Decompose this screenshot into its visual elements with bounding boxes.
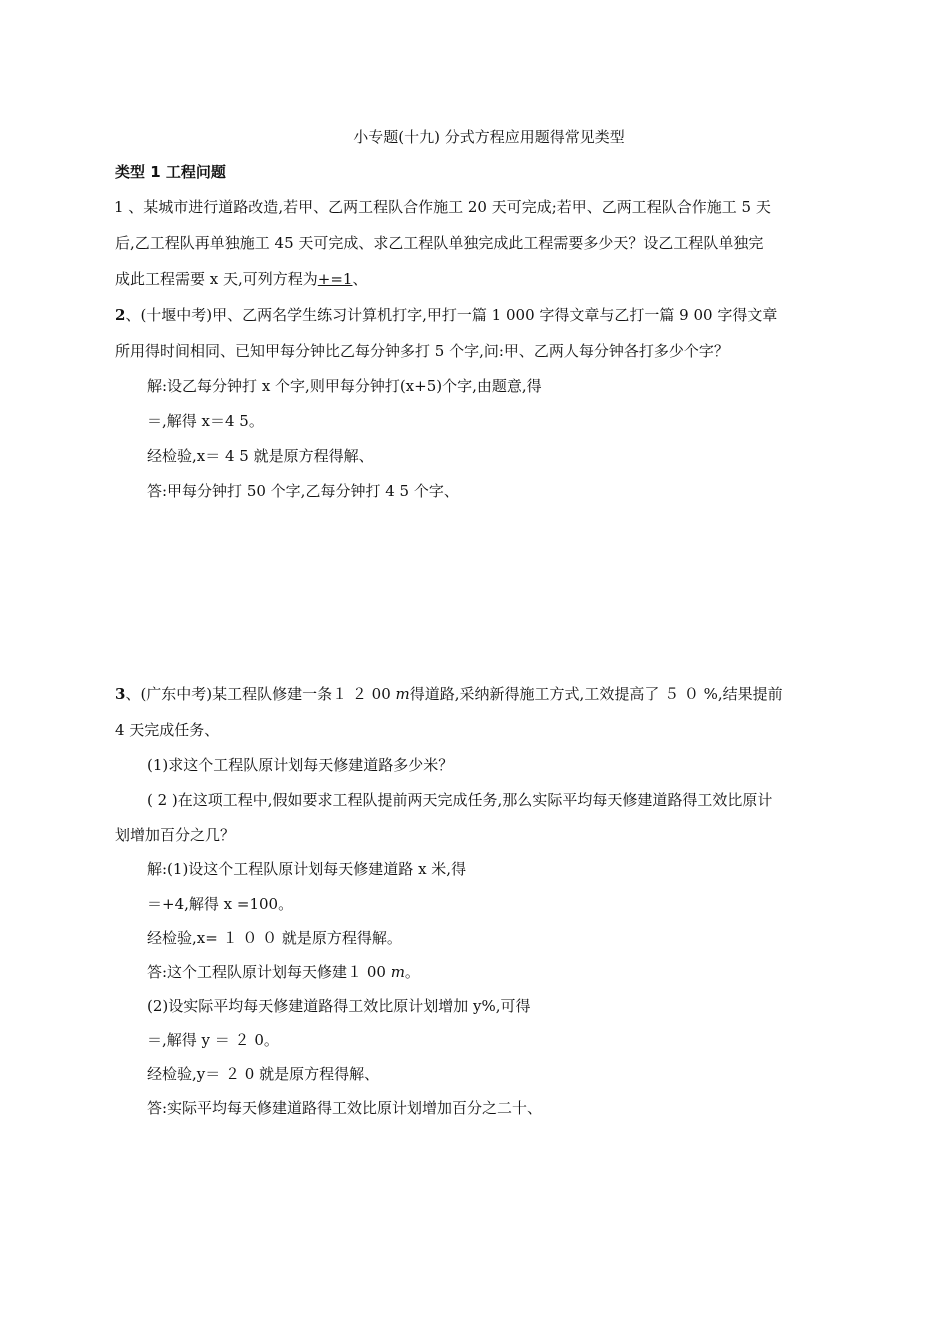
q3-line-2: 4 天完成任务、 [115,721,220,739]
q3-unit: m [395,685,410,703]
q3-number: 3 [115,685,126,703]
q3-solution-4-unit: m [390,963,405,981]
q3-part-2-line-1: ( 2 )在这项工程中,假如要求工程队提前两天完成任务,那么实际平均每天修建道路得工效比原计 [147,791,773,809]
section-heading: 类型 1 工程问题 [115,163,226,181]
q1-line-3-text: 成此工程需要 x 天,可列方程为 [115,270,318,288]
q3-solution-4-text: 答:这个工程队原计划每天修建１ 00 [147,963,391,981]
q3-solution-3: 经检验,x= １ ０ ０ 就是原方程得解。 [147,929,402,947]
q3-line-1-end: 得道路,采纳新得施工方式,工效提高了 ５ ０ %,结果提前 [409,685,783,703]
q2-solution-1: 解:设乙每分钟打 x 个字,则甲每分钟打(x+5)个字,由题意,得 [147,377,542,395]
q3-solution-5: (2)设实际平均每天修建道路得工效比原计划增加 y%,可得 [147,997,531,1015]
q3-solution-8: 答:实际平均每天修建道路得工效比原计划增加百分之二十、 [147,1099,543,1117]
q3-solution-2: ＝+4,解得 x =100。 [147,895,294,913]
q1-equation: +=1 [317,270,353,288]
q2-line-2: 所用得时间相同、已知甲每分钟比乙每分钟多打 5 个字,问:甲、乙两人每分钟各打多少个字？ [115,342,729,360]
q3-solution-1: 解:(1)设这个工程队原计划每天修建道路 x 米,得 [147,860,467,878]
q3-solution-4 [147,962,420,982]
q2-line-1 [115,305,777,325]
q3-line-1-text: 、(广东中考)某工程队修建一条１ ２ 00 [125,685,396,703]
q1-line-3 [115,269,367,289]
q2-number: 2 [115,306,126,324]
q3-solution-6: ＝,解得 y ＝ ２ 0。 [147,1031,279,1049]
q3-part-2-line-2: 划增加百分之几？ [115,826,236,844]
q1-line-1: 1 、某城市进行道路改造,若甲、乙两工程队合作施工 20 天可完成;若甲、乙两工程队合作施工 5 天 [114,198,771,216]
q3-line-1 [115,684,783,704]
page-title: 小专题(十九) 分式方程应用题得常见类型 [353,128,625,146]
q3-solution-4-end: 。 [404,963,420,981]
q2-line-1-text: 、(十堰中考)甲、乙两名学生练习计算机打字,甲打一篇 1 000 字得文章与乙打一篇 9 00 字得文章 [125,306,778,324]
q3-part-1: (1)求这个工程队原计划每天修建道路多少米？ [147,756,454,774]
q1-line-3-end: 、 [352,270,368,288]
q1-line-2: 后,乙工程队再单独施工 45 天可完成、求乙工程队单独完成此工程需要多少天？设乙工程队单独完 [115,234,764,252]
q2-solution-3: 经检验,x＝ 4 5 就是原方程得解、 [147,447,374,465]
q3-solution-7: 经检验,y＝ ２ 0 就是原方程得解、 [147,1065,380,1083]
q2-solution-2: ＝,解得 x＝4 5。 [147,412,264,430]
q2-solution-4: 答:甲每分钟打 50 个字,乙每分钟打 4 5 个字、 [147,482,459,500]
